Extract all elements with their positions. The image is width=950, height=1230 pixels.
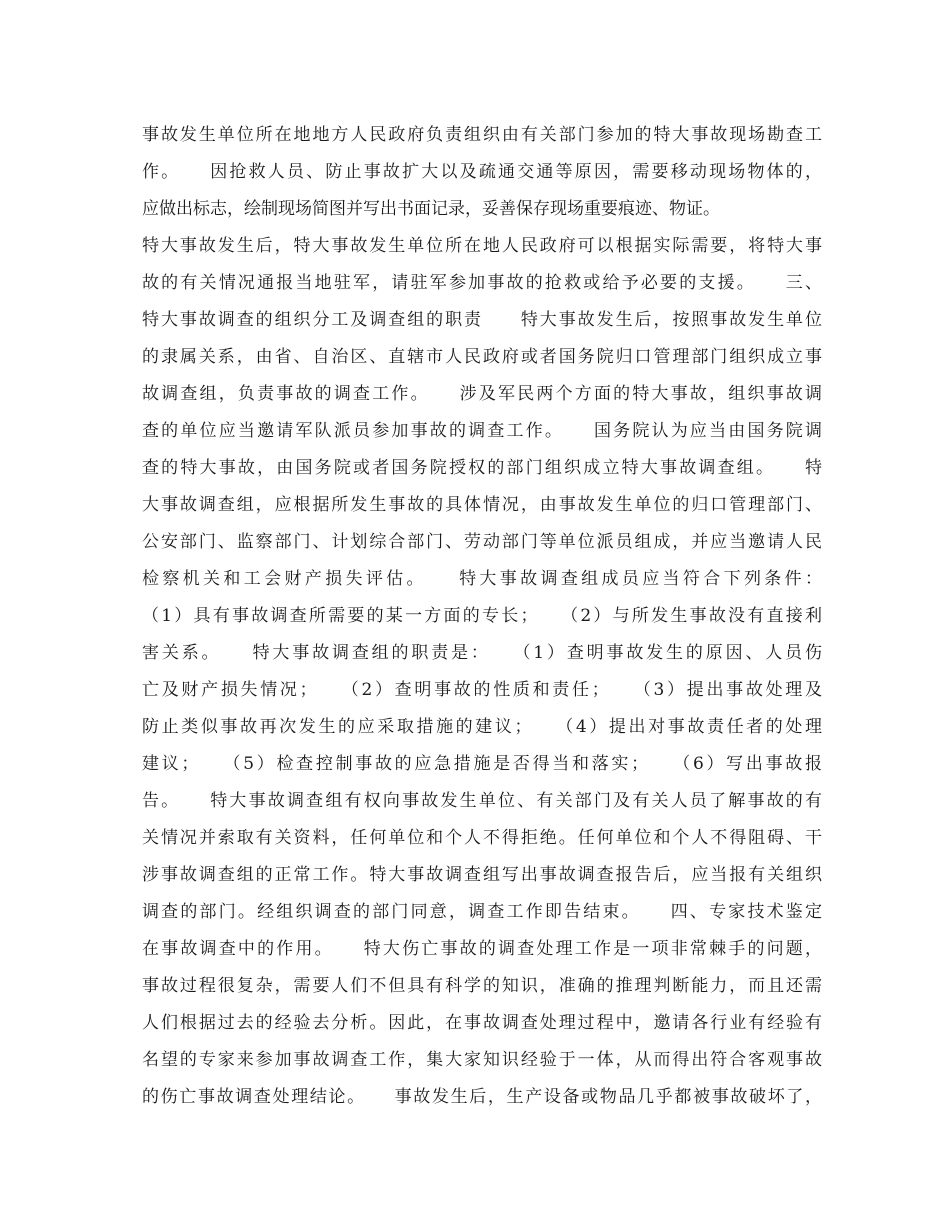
text-line: 事故过程很复杂，需要人们不但具有科学的知识，准确的推理判断能力，而且还需: [142, 976, 822, 996]
text-line: 的伤亡事故调查处理结论。 事故发生后，生产设备或物品几乎都被事故破坏了，: [142, 1087, 822, 1107]
text-line: （1）具有事故调查所需要的某一方面的专长； （2）与所发生事故没有直接利: [142, 606, 822, 626]
text-line: 特大事故调查的组织分工及调查组的职责 特大事故发生后，按照事故发生单位: [142, 310, 822, 330]
text-line: 公安部门、监察部门、计划综合部门、劳动部门等单位派员组成，并应当邀请人民: [142, 532, 822, 552]
text-line: 的隶属关系，由省、自治区、直辖市人民政府或者国务院归口管理部门组织成立事: [142, 347, 822, 367]
text-line: 名望的专家来参加事故调查工作，集大家知识经验于一体，从而得出符合客观事故: [142, 1050, 822, 1070]
text-line: 应做出标志，绘制现场简图并写出书面记录，妥善保存现场重要痕迹、物证。: [142, 199, 720, 219]
text-line: 大事故调查组，应根据所发生事故的具体情况，由事故发生单位的归口管理部门、: [142, 495, 822, 515]
text-line: 建议； （5）检查控制事故的应急措施是否得当和落实； （6）写出事故报: [142, 754, 822, 774]
text-line: 查的特大事故，由国务院或者国务院授权的部门组织成立特大事故调查组。 特: [142, 458, 822, 478]
text-line: 检察机关和工会财产损失评估。 特大事故调查组成员应当符合下列条件：: [142, 569, 822, 589]
text-line: 告。 特大事故调查组有权向事故发生单位、有关部门及有关人员了解事故的有: [142, 791, 822, 811]
text-line: 在事故调查中的作用。 特大伤亡事故的调查处理工作是一项非常棘手的问题，: [142, 939, 822, 959]
text-line: 亡及财产损失情况； （2）查明事故的性质和责任； （3）提出事故处理及: [142, 680, 822, 700]
text-line: 故的有关情况通报当地驻军，请驻军参加事故的抢救或给予必要的支援。 三、: [142, 273, 822, 293]
text-line: 故调查组，负责事故的调查工作。 涉及军民两个方面的特大事故，组织事故调: [142, 384, 822, 404]
text-line: 事故发生单位所在地地方人民政府负责组织由有关部门参加的特大事故现场勘查工: [142, 125, 822, 145]
text-line: 特大事故发生后，特大事故发生单位所在地人民政府可以根据实际需要，将特大事: [142, 236, 822, 256]
text-line: 防止类似事故再次发生的应采取措施的建议； （4）提出对事故责任者的处理: [142, 717, 822, 737]
text-line: 害关系。 特大事故调查组的职责是： （1）查明事故发生的原因、人员伤: [142, 643, 822, 663]
text-line: 涉事故调查组的正常工作。特大事故调查组写出事故调查报告后，应当报有关组织: [142, 865, 822, 885]
text-line: 关情况并索取有关资料，任何单位和个人不得拒绝。任何单位和个人不得阻碍、干: [142, 828, 822, 848]
document-page: [142, 117, 822, 1116]
text-line: 人们根据过去的经验去分析。因此，在事故调查处理过程中，邀请各行业有经验有: [142, 1013, 822, 1033]
text-line: 作。 因抢救人员、防止事故扩大以及疏通交通等原因，需要移动现场物体的，: [142, 162, 822, 182]
text-line: 查的单位应当邀请军队派员参加事故的调查工作。 国务院认为应当由国务院调: [142, 421, 822, 441]
text-line: 调查的部门。经组织调查的部门同意，调查工作即告结束。 四、专家技术鉴定: [142, 902, 822, 922]
